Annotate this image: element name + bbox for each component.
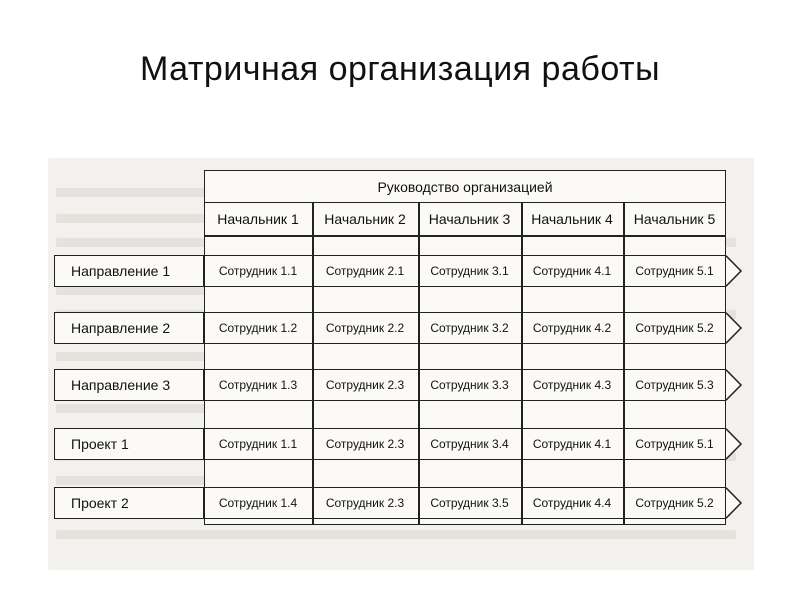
row-label: Проект 2	[54, 487, 204, 519]
bleed-line	[56, 530, 736, 539]
employee-cell: Сотрудник 4.2	[532, 321, 612, 335]
manager-header: Начальник 5	[633, 211, 716, 227]
employee-cell: Сотрудник 1.4	[218, 496, 298, 510]
employee-cell: Сотрудник 5.1	[635, 437, 714, 451]
employee-cell: Сотрудник 1.1	[218, 437, 298, 451]
employee-cell: Сотрудник 3.5	[430, 496, 509, 510]
employee-cell: Сотрудник 2.3	[325, 496, 405, 510]
employee-cell: Сотрудник 2.3	[325, 378, 405, 392]
employee-cell: Сотрудник 2.1	[325, 264, 405, 278]
manager-header: Начальник 1	[217, 211, 299, 227]
row-arrow-icon	[726, 255, 744, 287]
column-divider	[418, 203, 420, 525]
employee-cell: Сотрудник 5.2	[635, 496, 714, 510]
employee-cell: Сотрудник 1.1	[218, 264, 298, 278]
row-arrow-icon	[726, 312, 744, 344]
manager-header: Начальник 4	[531, 211, 613, 227]
employee-cell: Сотрудник 5.2	[635, 321, 714, 335]
employee-cell: Сотрудник 3.1	[430, 264, 509, 278]
column-divider	[312, 203, 314, 525]
row-arrow-icon	[726, 369, 744, 401]
employee-cell: Сотрудник 4.1	[532, 437, 612, 451]
employee-cell: Сотрудник 3.4	[430, 437, 509, 451]
employee-cell: Сотрудник 5.3	[635, 378, 714, 392]
column-divider	[623, 203, 625, 525]
employee-cell: Сотрудник 3.2	[430, 321, 509, 335]
employee-cell: Сотрудник 4.4	[532, 496, 612, 510]
column-divider	[521, 203, 523, 525]
employee-cell: Сотрудник 3.3	[430, 378, 509, 392]
management-box	[204, 170, 726, 203]
employee-cell: Сотрудник 4.3	[532, 378, 612, 392]
manager-header: Начальник 2	[324, 211, 406, 227]
employee-cell: Сотрудник 1.2	[218, 321, 298, 335]
employee-cell: Сотрудник 4.1	[532, 264, 612, 278]
row-label: Направление 1	[54, 255, 204, 287]
row-arrow-icon	[726, 428, 744, 460]
employee-cell: Сотрудник 2.3	[325, 437, 405, 451]
employee-cell: Сотрудник 2.2	[325, 321, 405, 335]
slide-title: Матричная организация работы	[139, 50, 661, 88]
employee-cell: Сотрудник 5.1	[635, 264, 714, 278]
row-arrow-icon	[726, 487, 744, 519]
row-label: Направление 2	[54, 312, 204, 344]
header-divider	[204, 235, 726, 237]
manager-header: Начальник 3	[428, 211, 511, 227]
employee-cell: Сотрудник 1.3	[218, 378, 298, 392]
management-label: Руководство организацией	[377, 178, 553, 195]
row-label: Проект 1	[54, 428, 204, 460]
matrix-grid	[204, 203, 726, 525]
row-label: Направление 3	[54, 369, 204, 401]
